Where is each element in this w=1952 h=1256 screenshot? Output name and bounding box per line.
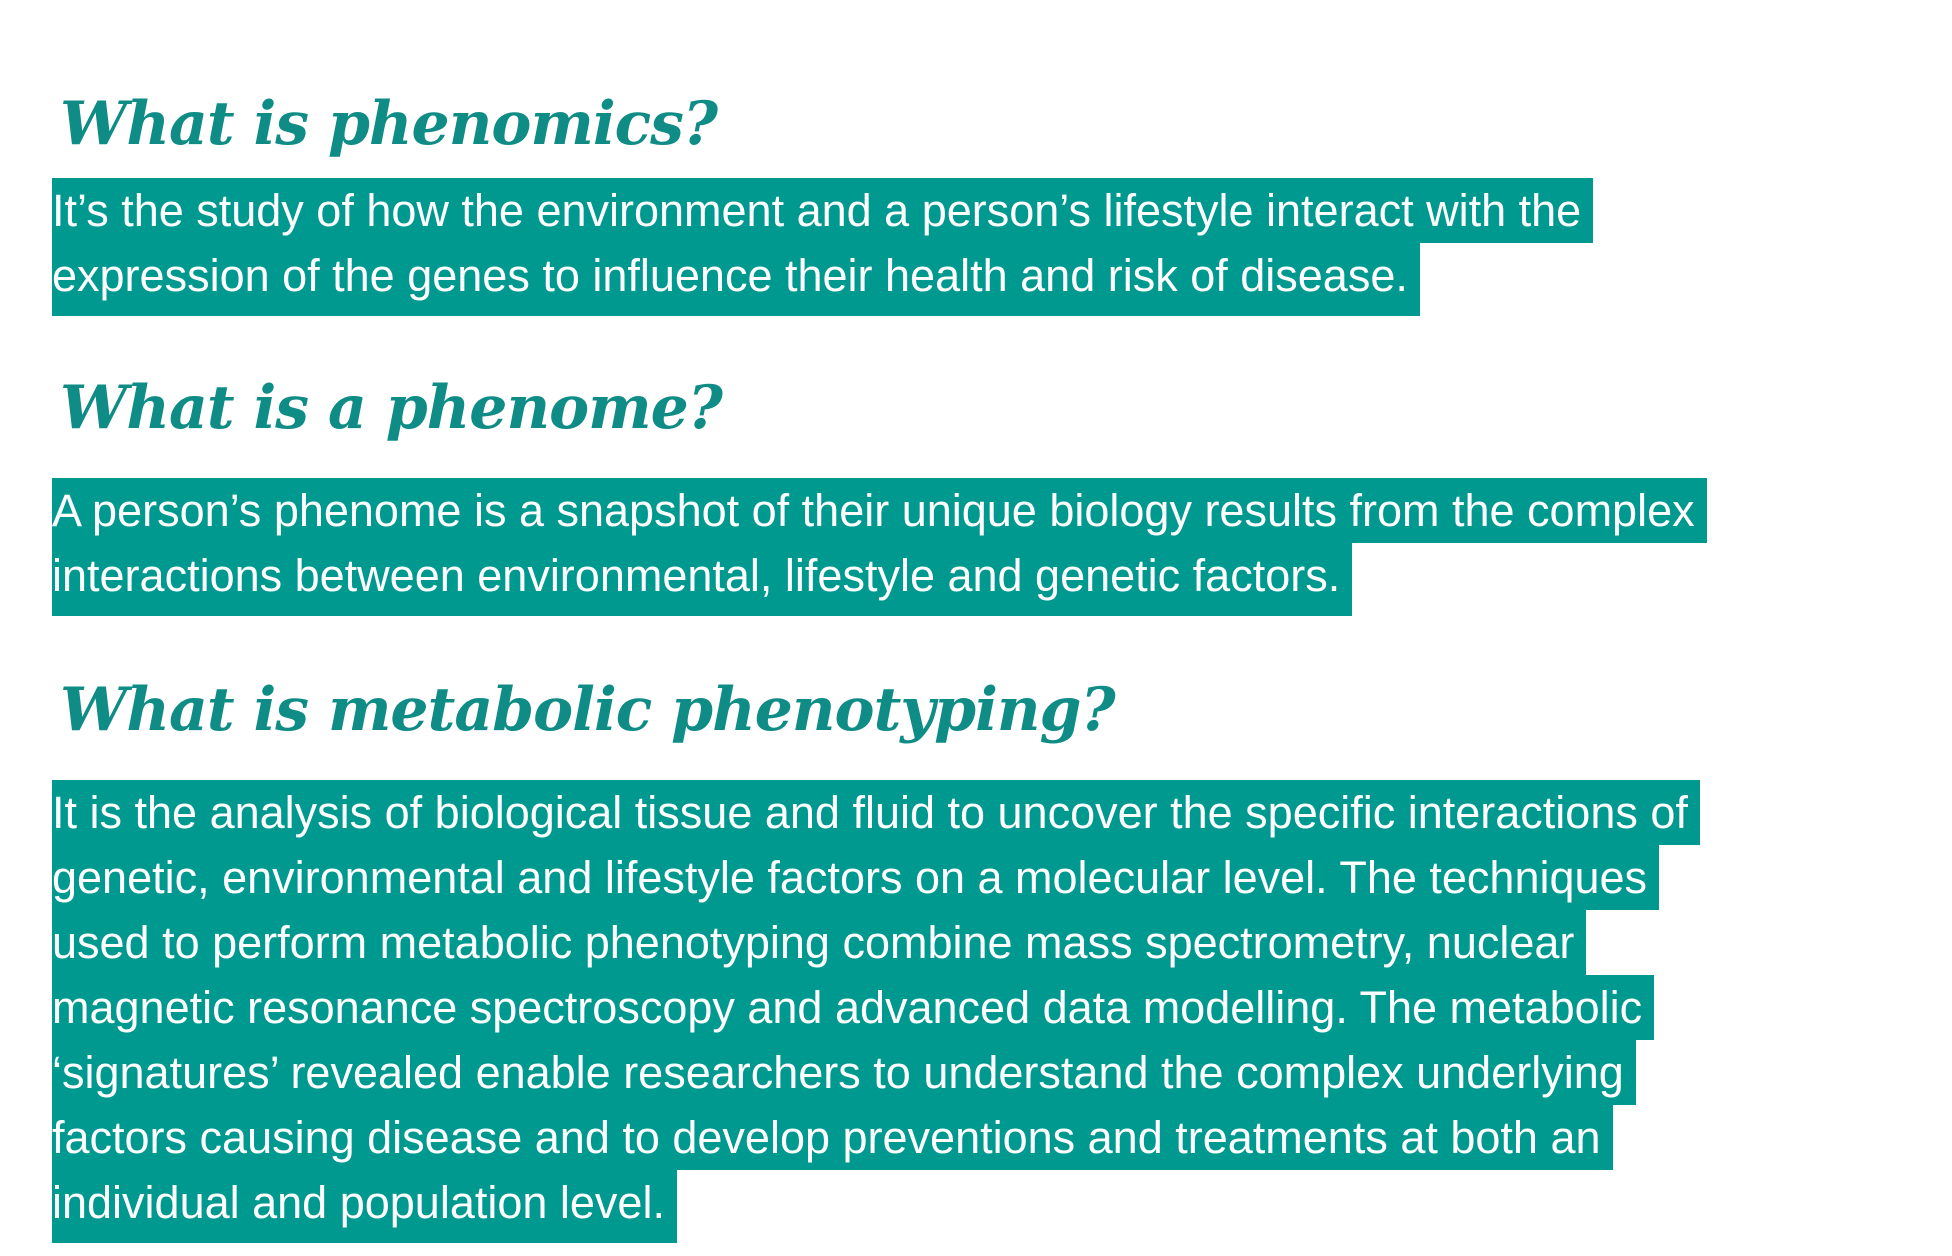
text-line: interactions between environmental, lifestyle and genetic factors. [52,543,1707,616]
heading-metabolic-phenotyping: What is metabolic phenotyping? [60,675,1115,745]
text-line: individual and population level. [52,1170,1700,1243]
text-line: expression of the genes to influence their health and risk of disease. [52,243,1593,316]
text-line: magnetic resonance spectroscopy and advanced data modelling. The metabolic [52,975,1700,1040]
paragraph-phenomics [52,178,1593,316]
text-line: genetic, environmental and lifestyle factors on a molecular level. The techniques [52,845,1700,910]
text-line: ‘signatures’ revealed enable researchers to understand the complex underlying [52,1040,1700,1105]
paragraph-phenome [52,478,1707,616]
text-line: It is the analysis of biological tissue and fluid to uncover the specific interactions of [52,780,1700,845]
text-line: used to perform metabolic phenotyping combine mass spectrometry, nuclear [52,910,1700,975]
paragraph-metabolic-phenotyping [52,780,1700,1243]
heading-phenome: What is a phenome? [60,373,722,443]
text-line: factors causing disease and to develop preventions and treatments at both an [52,1105,1700,1170]
text-line: It’s the study of how the environment and a person’s lifestyle interact with the [52,178,1593,243]
heading-phenomics: What is phenomics? [60,89,718,159]
text-line: A person’s phenome is a snapshot of their unique biology results from the complex [52,478,1707,543]
